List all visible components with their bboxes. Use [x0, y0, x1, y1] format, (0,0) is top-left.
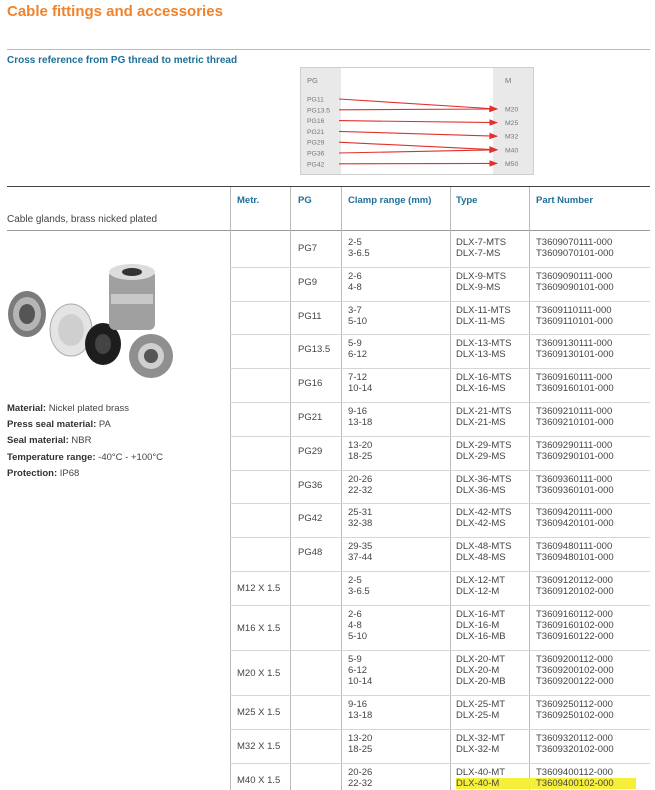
part-number: T3609160111-000 T3609160101-000 [536, 372, 614, 395]
clamp-range: 2-6 4-8 [348, 270, 362, 293]
part-number: T3609200112-000 T3609200102-000 T3609200122-000 [536, 654, 614, 687]
pg-column-header: PG [307, 76, 318, 85]
type: DLX-13-MTS DLX-13-MS [456, 338, 512, 361]
header-pg: PG [298, 195, 312, 206]
pg-size: PG21 [298, 412, 323, 423]
part-number: T3609120112-000 T3609120102-000 [536, 575, 614, 597]
clamp-range: 5-9 6-12 [348, 338, 368, 361]
pg-size: PG36 [298, 479, 323, 491]
type: DLX-29-MTS DLX-29-MS [456, 439, 512, 462]
header-metr: Metr. [237, 195, 260, 206]
metric-size: M25 X 1.5 [237, 707, 281, 718]
row-divider [230, 650, 650, 651]
pg-thread-label: PG42 [307, 161, 325, 169]
pg-size: PG13.5 [298, 344, 331, 356]
metric-thread-label: M40 [505, 147, 519, 155]
type: DLX-11-MTS DLX-11-MS [456, 304, 511, 327]
clamp-range: 5-9 6-12 10-14 [348, 654, 373, 687]
pg-to-metric-diagram [300, 67, 534, 175]
type: DLX-21-MTS DLX-21-MS [456, 406, 512, 428]
pg-thread-label: PG21 [307, 128, 325, 136]
part-number: T3609400112-000 [536, 767, 613, 778]
pg-thread-label: PG11 [307, 96, 324, 104]
metric-size: M20 X 1.5 [237, 667, 281, 679]
cross-reference-arrow [339, 99, 497, 109]
pg-size: PG9 [298, 276, 318, 288]
part-number: T3609290111-000 T3609290101-000 [536, 439, 614, 462]
cross-reference-title: Cross reference from PG thread to metric thread [7, 55, 238, 66]
pg-thread-label: PG29 [307, 139, 325, 147]
section-label: Cable glands, brass nicked plated [7, 214, 158, 225]
spec-material: Material: Nickel plated brass [7, 403, 129, 414]
row-divider [230, 695, 650, 696]
part-number: T3609480111-000 T3609480101-000 [536, 541, 614, 564]
m-column-header: M [505, 76, 512, 85]
clamp-range: 25-31 32-38 [348, 507, 373, 530]
row-divider [230, 503, 650, 504]
type: DLX-9-MTS DLX-9-MS [456, 270, 507, 293]
spec-press-seal-material: Press seal material: PA [7, 419, 111, 431]
row-divider [230, 301, 650, 302]
row-divider [230, 267, 650, 268]
spec-temperature-range: Temperature range: -40°C - +100°C [7, 451, 164, 463]
pg-thread-label: PG13.5 [307, 107, 331, 115]
material-specs [7, 401, 163, 482]
clamp-range: 13-20 18-25 [348, 733, 373, 755]
row-divider [230, 402, 650, 403]
row-divider [230, 729, 650, 730]
part-number: T3609250112-000 T3609250102-000 [536, 699, 614, 721]
part-number: T3609320112-000 T3609320102-000 [536, 733, 614, 755]
metric-size: M12 X 1.5 [237, 583, 281, 594]
spec-seal-material: Seal material: NBR [7, 435, 92, 447]
part-number: T3609360111-000 T3609360101-000 [536, 473, 614, 496]
type: DLX-12-MT DLX-12-M [456, 575, 506, 597]
pg-size: PG7 [298, 243, 318, 254]
cross-reference-arrow [339, 150, 497, 153]
cable-gland-product-photo [7, 262, 175, 386]
header-part-number: Part Number [536, 195, 594, 206]
metric-size: M32 X 1.5 [237, 741, 281, 752]
section-divider [7, 230, 650, 231]
type: DLX-40-MT [456, 767, 506, 778]
type: DLX-36-MTS DLX-36-MS [456, 473, 512, 496]
type: DLX-32-MT DLX-32-M [456, 733, 506, 755]
part-number: T3609210111-000 T3609210101-000 [536, 406, 614, 428]
row-divider [230, 334, 650, 335]
page-title: Cable fittings and accessories [7, 3, 223, 20]
column-divider [341, 187, 342, 790]
row-divider [230, 571, 650, 572]
part-number: T3609090111-000 T3609090101-000 [536, 270, 614, 293]
part-number: T3609070111-000 T3609070101-000 [536, 237, 614, 259]
clamp-range: 29-35 37-44 [348, 541, 373, 564]
clamp-range: 9-16 13-18 [348, 699, 373, 721]
row-divider [230, 537, 650, 538]
metric-thread-label: M32 [505, 133, 519, 141]
part-number: T3609160112-000 T3609160102-000 T3609160122-000 [536, 609, 614, 642]
column-divider [529, 187, 530, 790]
type: DLX-20-MT DLX-20-M DLX-20-MB [456, 654, 506, 687]
part-number: T3609130111-000 T3609130101-000 [536, 338, 614, 361]
type: DLX-16-MT DLX-16-M DLX-16-MB [456, 609, 506, 642]
table-top-rule [7, 186, 650, 187]
clamp-range: 2-5 3-6.5 [348, 237, 370, 259]
header-clamp-range: Clamp range (mm) [348, 195, 432, 206]
pg-size: PG29 [298, 445, 323, 457]
cross-reference-arrow [339, 109, 497, 110]
clamp-range: 2-6 4-8 5-10 [348, 609, 368, 642]
clamp-range: 2-5 3-6.5 [348, 575, 370, 597]
row-divider [230, 436, 650, 437]
metric-thread-label: M25 [505, 120, 519, 128]
metric-size: M40 X 1.5 [237, 775, 281, 786]
part-number: T3609110111-000 T3609110101-000 [536, 304, 613, 327]
row-divider [230, 763, 650, 764]
clamp-range: 3-7 5-10 [348, 304, 368, 327]
type: DLX-25-MT DLX-25-M [456, 699, 506, 721]
column-divider [450, 187, 451, 790]
row-divider [230, 605, 650, 606]
pg-size: PG48 [298, 547, 323, 559]
cross-reference-arrow [339, 131, 497, 136]
pg-size: PG42 [298, 513, 323, 525]
type: DLX-16-MTS DLX-16-MS [456, 372, 512, 395]
part-number: T3609420111-000 T3609420101-000 [536, 507, 614, 530]
metric-size: M16 X 1.5 [237, 622, 281, 634]
column-divider [290, 187, 291, 790]
clamp-range: 13-20 18-25 [348, 439, 373, 462]
spec-protection: Protection: IP68 [7, 467, 80, 479]
type-highlighted: DLX-40-M [456, 778, 536, 789]
cross-reference-arrow [339, 121, 497, 123]
cross-reference-arrow [339, 142, 497, 150]
clamp-range: 7-12 10-14 [348, 372, 373, 395]
column-divider [230, 187, 231, 790]
type: DLX-7-MTS DLX-7-MS [456, 237, 507, 259]
pg-size: PG16 [298, 378, 323, 390]
type: DLX-48-MTS DLX-48-MS [456, 541, 512, 564]
metric-thread-label: M20 [505, 106, 519, 114]
row-divider [230, 368, 650, 369]
pg-thread-label: PG16 [307, 118, 325, 126]
pg-size: PG11 [298, 310, 322, 322]
pg-thread-label: PG36 [307, 150, 325, 158]
type: DLX-42-MTS DLX-42-MS [456, 507, 512, 530]
clamp-range: 20-26 22-32 [348, 767, 373, 789]
header-type: Type [456, 195, 478, 206]
part-number-highlighted: T3609400102-000 [536, 778, 636, 789]
row-divider [230, 470, 650, 471]
clamp-range: 9-16 13-18 [348, 406, 373, 428]
cross-reference-divider [7, 49, 650, 50]
metric-thread-label: M50 [505, 160, 519, 168]
clamp-range: 20-26 22-32 [348, 473, 373, 496]
